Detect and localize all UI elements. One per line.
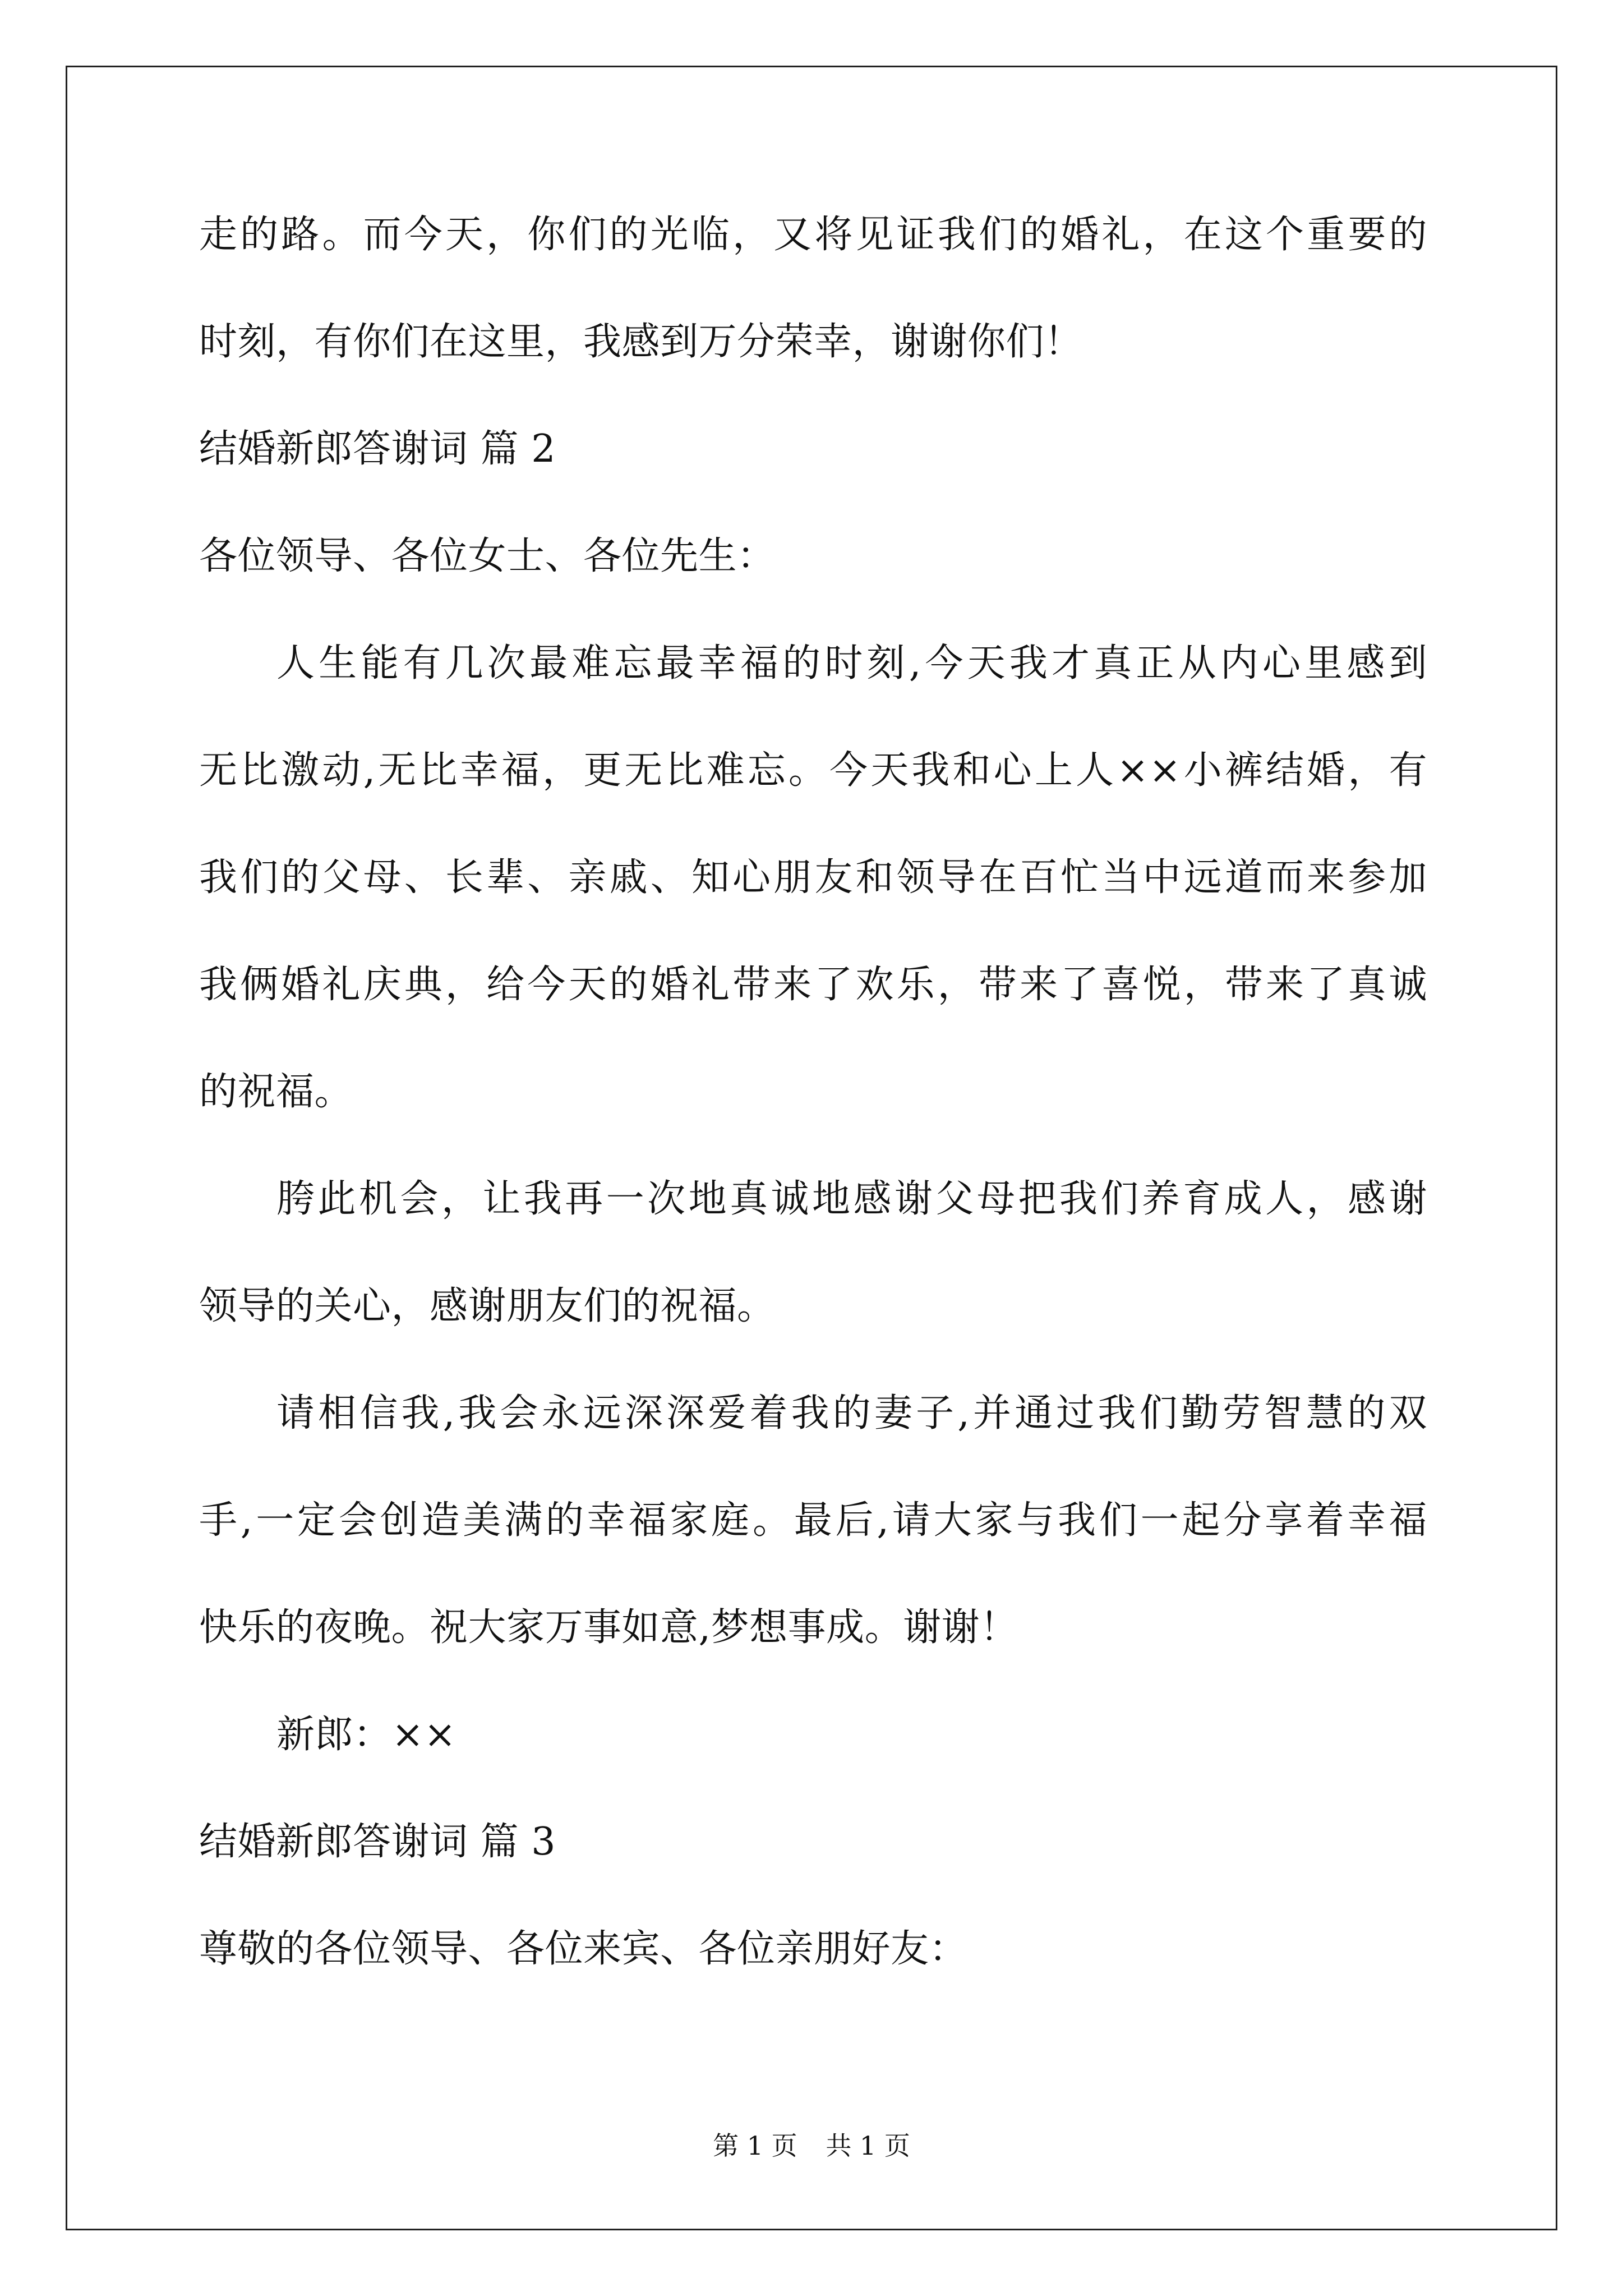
page-number: 第 1 页 xyxy=(713,2131,797,2161)
text-line: 胯此机会，让我再一次地真诚地感谢父母把我们养育成人，感谢 xyxy=(276,1177,1427,1221)
text-line: 走的路。而今天，你们的光临，又将见证我们的婚礼，在这个重要的 xyxy=(199,213,1427,257)
page-total: 共 1 页 xyxy=(826,2131,910,2161)
text-line: 请相信我,我会永远深深爱着我的妻子,并通过我们勤劳智慧的双 xyxy=(276,1391,1427,1435)
text-line: 快乐的夜晚。祝大家万事如意,梦想事成。谢谢！ xyxy=(199,1605,1018,1650)
text-line: 领导的关心，感谢朋友们的祝福。 xyxy=(199,1284,776,1328)
text-line: 我们的父母、长辈、亲戚、知心朋友和领导在百忙当中远道而来参加 xyxy=(199,855,1427,900)
salutation: 各位领导、各位女士、各位先生： xyxy=(199,534,776,578)
signature-line: 新郎：×× xyxy=(276,1713,457,1757)
document-body xyxy=(199,213,1427,2037)
salutation: 尊敬的各位领导、各位来宾、各位亲朋好友： xyxy=(199,1927,968,1971)
text-line: 时刻，有你们在这里，我感到万分荣幸，谢谢你们！ xyxy=(199,320,1083,364)
section-heading: 结婚新郎答谢词 篇 3 xyxy=(199,1820,556,1864)
section-heading: 结婚新郎答谢词 篇 2 xyxy=(199,427,556,471)
text-line: 人生能有几次最难忘最幸福的时刻,今天我才真正从内心里感到 xyxy=(276,641,1427,685)
text-line: 手,一定会创造美满的幸福家庭。最后,请大家与我们一起分享着幸福 xyxy=(199,1498,1427,1543)
text-line: 无比激动,无比幸福，更无比难忘。今天我和心上人××小裤结婚，有 xyxy=(199,748,1427,793)
text-line: 的祝福。 xyxy=(199,1070,353,1114)
page-footer xyxy=(0,2133,1623,2159)
text-line: 我俩婚礼庆典，给今天的婚礼带来了欢乐，带来了喜悦，带来了真诚 xyxy=(199,963,1427,1007)
